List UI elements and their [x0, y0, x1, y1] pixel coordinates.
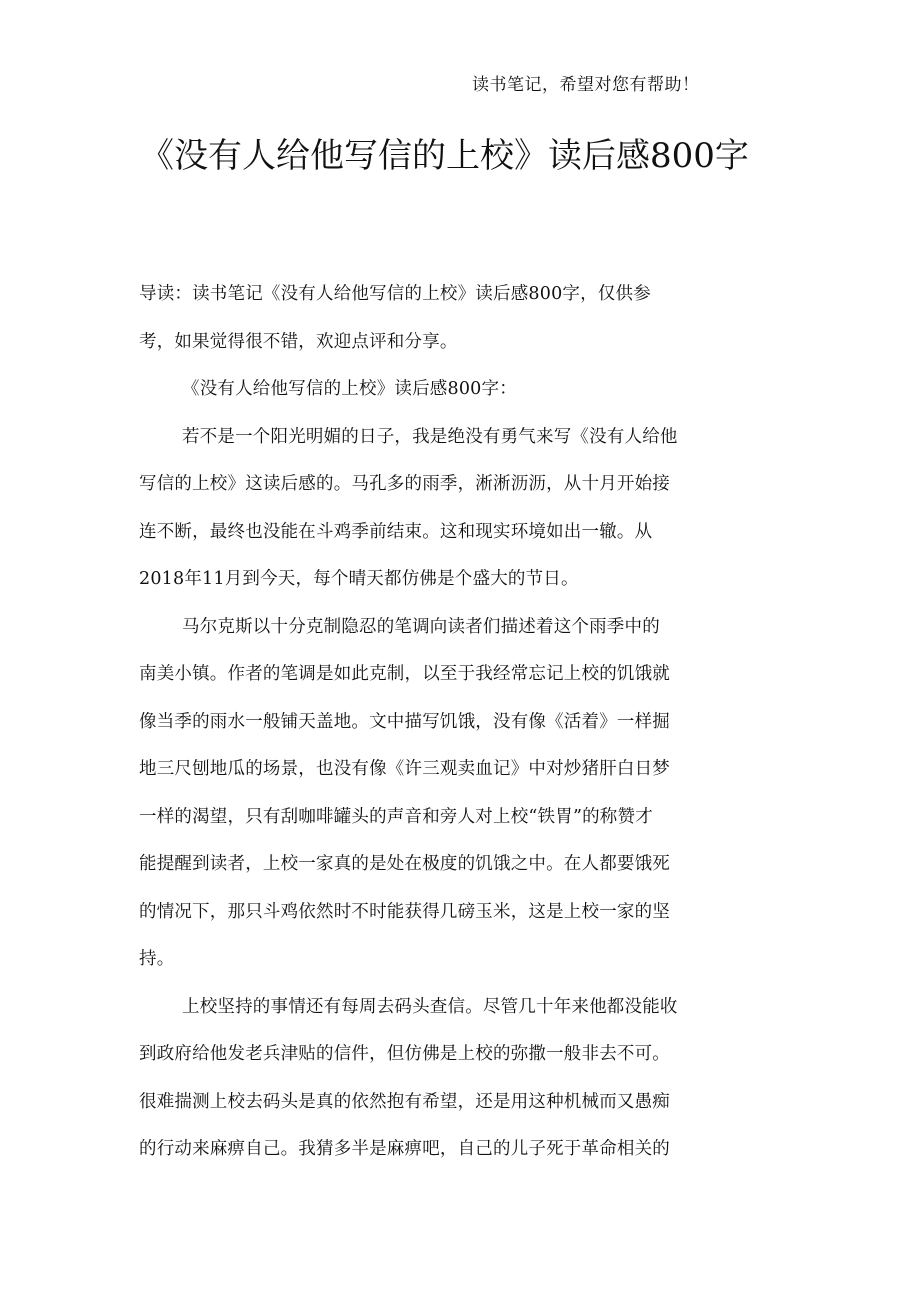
- paragraph-line: 一样的渴望，只有刮咖啡罐头的声音和旁人对上校“铁胃”的称赞才: [139, 806, 653, 827]
- header-note: 读书笔记，希望对您有帮助！: [472, 75, 700, 95]
- page-title: 《没有人给他写信的上校》读后感800字: [140, 136, 749, 176]
- paragraph-line: 2018年11月到今天，每个晴天都仿佛是个盛大的节日。: [139, 569, 579, 589]
- paragraph-line: 像当季的雨水一般铺天盖地。文中描写饥饿，没有像《活着》一样掘: [139, 711, 670, 732]
- document-body: [139, 271, 699, 1174]
- paragraph-line: 上校坚持的事情还有每周去码头查信。尽管几十年来他都没能收: [182, 996, 678, 1017]
- paragraph-line: 若不是一个阳光明媚的日子，我是绝没有勇气来写《没有人给他: [182, 426, 678, 447]
- paragraph-line: 很难揣测上校去码头是真的依然抱有希望，还是用这种机械而又愚痴: [139, 1091, 670, 1112]
- paragraph-line: 的行动来麻痹自己。我猜多半是麻痹吧，自己的儿子死于革命相关的: [139, 1139, 670, 1159]
- paragraph-1: [139, 414, 699, 604]
- paragraph-line: 马尔克斯以十分克制隐忍的笔调向读者们描述着这个雨季中的: [182, 616, 660, 637]
- subtitle: 《没有人给他写信的上校》读后感800字：: [182, 379, 517, 399]
- paragraph-3: [139, 984, 699, 1174]
- paragraph-line: 的情况下，那只斗鸡依然时不时能获得几磅玉米，这是上校一家的坚: [139, 901, 670, 922]
- paragraph-line: 连不断，最终也没能在斗鸡季前结束。这和现实环境如出一辙。从: [139, 521, 653, 542]
- paragraph-line: 写信的上校》这读后感的。马孔多的雨季，淅淅沥沥，从十月开始接: [139, 474, 670, 494]
- paragraph-line: 到政府给他发老兵津贴的信件，但仿佛是上校的弥撒一般非去不可。: [139, 1044, 670, 1064]
- paragraph-line: 地三尺刨地瓜的场景，也没有像《许三观卖血记》中对炒猪肝白日梦: [139, 759, 670, 779]
- paragraph-line: 能提醒到读者，上校一家真的是处在极度的饥饿之中。在人都要饿死: [139, 854, 670, 874]
- paragraph-2: [139, 604, 699, 984]
- paragraph-line: 南美小镇。作者的笔调是如此克制，以至于我经常忘记上校的饥饿就: [139, 664, 670, 684]
- intro-line: 考，如果觉得很不错，欢迎点评和分享。: [139, 331, 458, 352]
- intro-line: 导读：读书笔记《没有人给他写信的上校》读后感800字，仅供参: [139, 284, 651, 304]
- paragraph-line: 持。: [139, 949, 175, 969]
